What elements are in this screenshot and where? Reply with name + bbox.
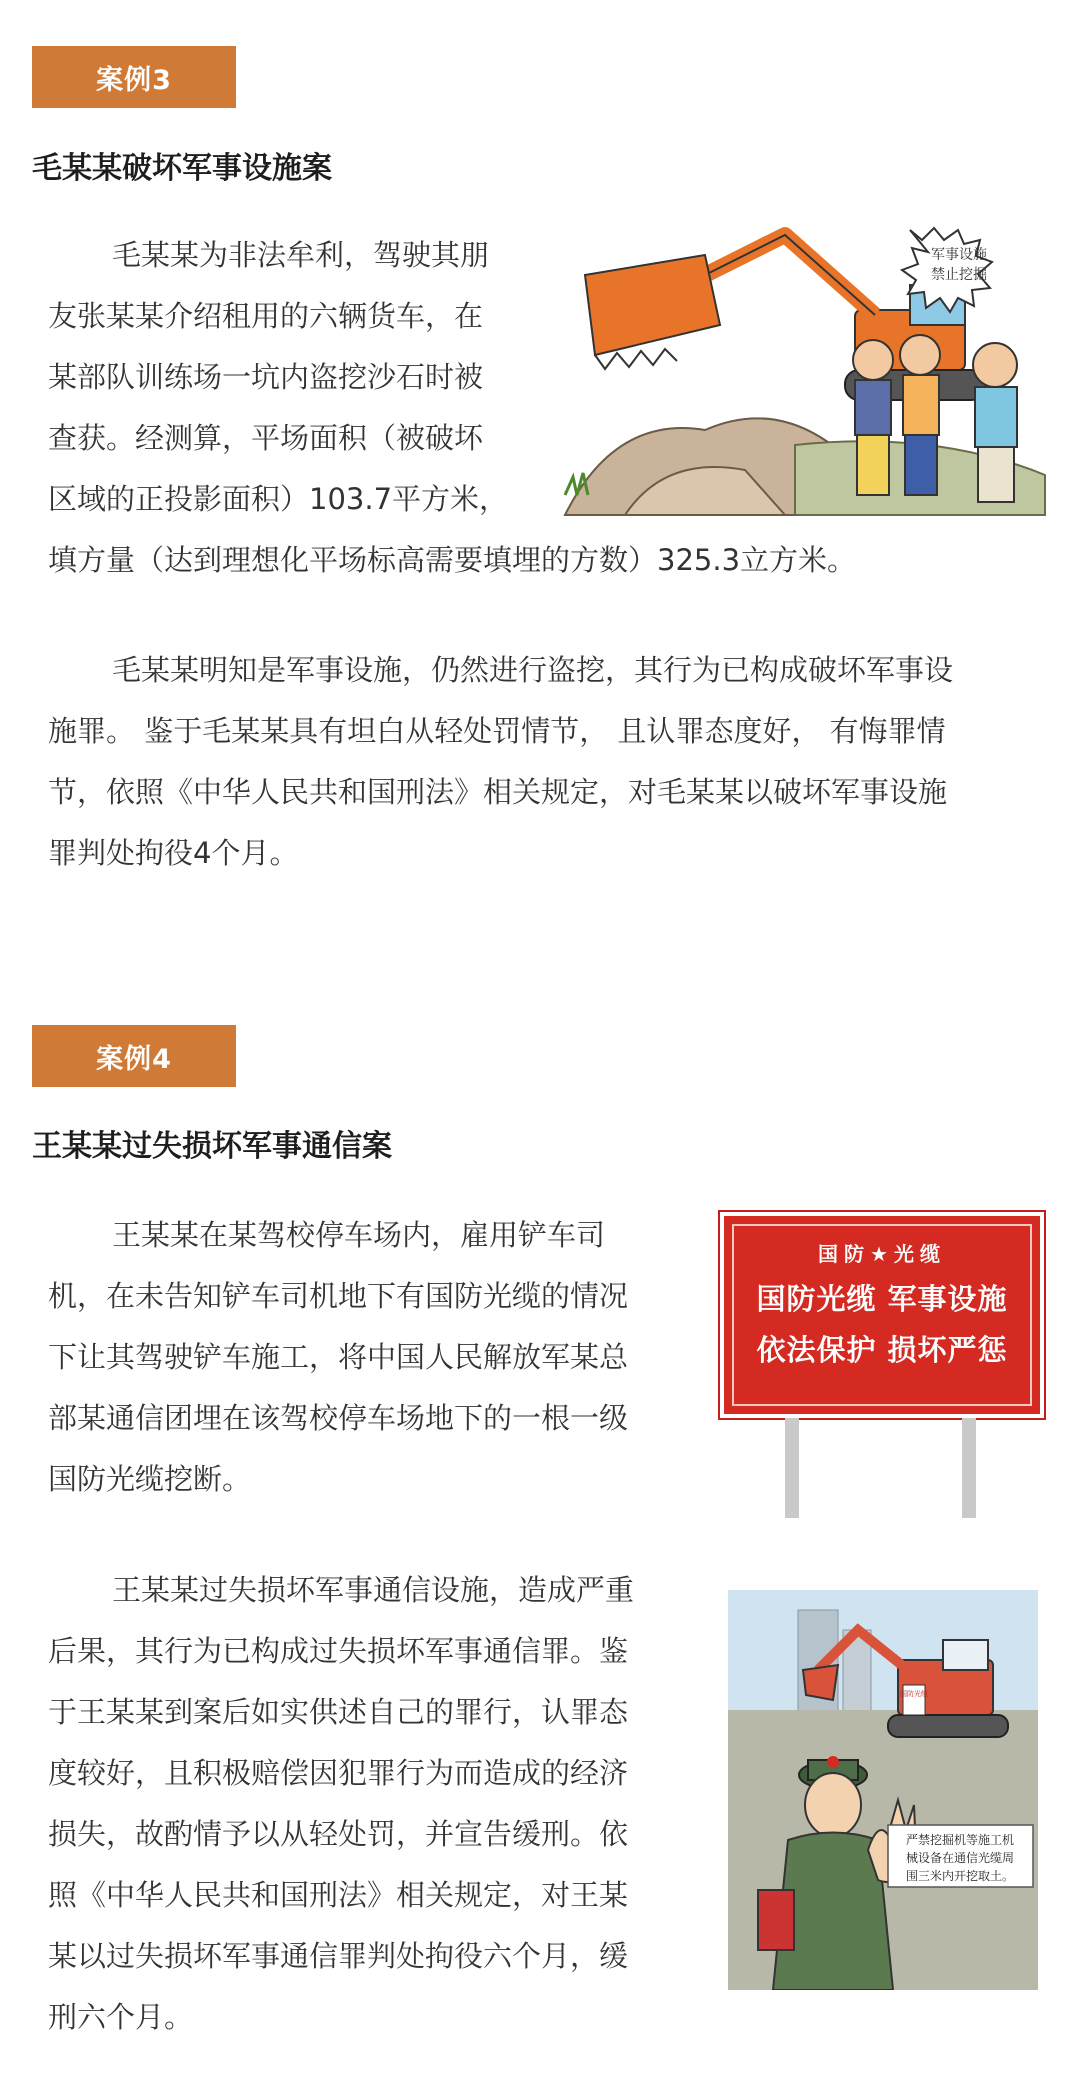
text-line: 毛某某明知是军事设施，仍然进行盗挖，其行为已构成破坏军事设 — [112, 653, 954, 687]
notice-line-2: 械设备在通信光缆周 — [905, 1851, 1015, 1865]
sign-post-right — [962, 1418, 976, 1518]
case4-tag: 案例4 — [32, 1025, 236, 1087]
sign-heading: 国防★光缆 — [818, 1242, 946, 1266]
case4-paragraph-1 — [48, 1205, 708, 1510]
text-line: 毛某某为非法牟利，驾驶其朋 — [112, 238, 490, 272]
case3-tag: 案例3 — [32, 46, 236, 108]
case3-title: 毛某某破坏军事设施案 — [32, 151, 332, 186]
text-line: 查获。经测算，平场面积（被破坏 — [48, 421, 484, 455]
sign-post-left — [785, 1418, 799, 1518]
soldier-illustration — [728, 1590, 1038, 1990]
text-line: 度较好，且积极赔偿因犯罪行为而造成的经济 — [48, 1756, 629, 1790]
sign-line-2: 依法保护 损坏严惩 — [756, 1333, 1008, 1367]
case3-paragraph-2 — [48, 640, 1048, 884]
text-line: 刑六个月。 — [48, 2000, 194, 2034]
text-line: 机，在未告知铲车司机地下有国防光缆的情况 — [48, 1279, 629, 1313]
vehicle-label: 国防光缆 — [900, 1690, 928, 1698]
text-line: 某部队训练场一坑内盗挖沙石时被 — [48, 360, 484, 394]
text-line: 照《中华人民共和国刑法》相关规定，对王某 — [48, 1878, 629, 1912]
text-line: 下让其驾驶铲车施工，将中国人民解放军某总 — [48, 1340, 629, 1374]
case4-paragraph-2 — [48, 1560, 708, 2048]
text-line: 王某某过失损坏军事通信设施，造成严重 — [112, 1573, 635, 1607]
defense-cable-sign — [720, 1212, 1044, 1418]
notice-line-3: 围三米内开挖取土。 — [905, 1869, 1015, 1883]
text-line: 于王某某到案后如实供述自己的罪行，认罪态 — [48, 1695, 629, 1729]
text-line: 填方量（达到理想化平场标高需要填埋的方数）325.3立方米。 — [48, 543, 857, 577]
sign-line-1: 国防光缆 军事设施 — [756, 1282, 1008, 1316]
text-line: 国防光缆挖断。 — [48, 1462, 252, 1496]
text-line: 王某某在某驾校停车场内，雇用铲车司 — [112, 1218, 606, 1252]
text-line: 友张某某介绍租用的六辆货车，在 — [48, 299, 484, 333]
text-line: 某以过失损坏军事通信罪判处拘役六个月，缓 — [48, 1939, 629, 1973]
illustration-sign-line-1: 军事设施 — [931, 247, 987, 263]
text-line: 区域的正投影面积）103.7平方米， — [48, 482, 509, 516]
case4-title: 王某某过失损坏军事通信案 — [32, 1129, 392, 1164]
text-line: 部某通信团埋在该驾校停车场地下的一根一级 — [48, 1401, 629, 1435]
illustration-sign-line-2: 禁止挖掘 — [931, 267, 987, 283]
text-line: 施罪。 鉴于毛某某具有坦白从轻处罚情节， 且认罪态度好， 有悔罪情 — [48, 714, 946, 748]
text-line: 后果，其行为已构成过失损坏军事通信罪。鉴 — [48, 1634, 629, 1668]
sign-border — [732, 1224, 1032, 1406]
text-line: 损失，故酌情予以从轻处罚，并宣告缓刑。依 — [48, 1817, 629, 1851]
excavator-illustration — [555, 215, 1055, 520]
notice-line-1: 严禁挖掘机等施工机 — [905, 1833, 1015, 1847]
text-line: 节，依照《中华人民共和国刑法》相关规定，对毛某某以破坏军事设施 — [48, 775, 948, 809]
text-line: 罪判处拘役4个月。 — [48, 836, 299, 870]
